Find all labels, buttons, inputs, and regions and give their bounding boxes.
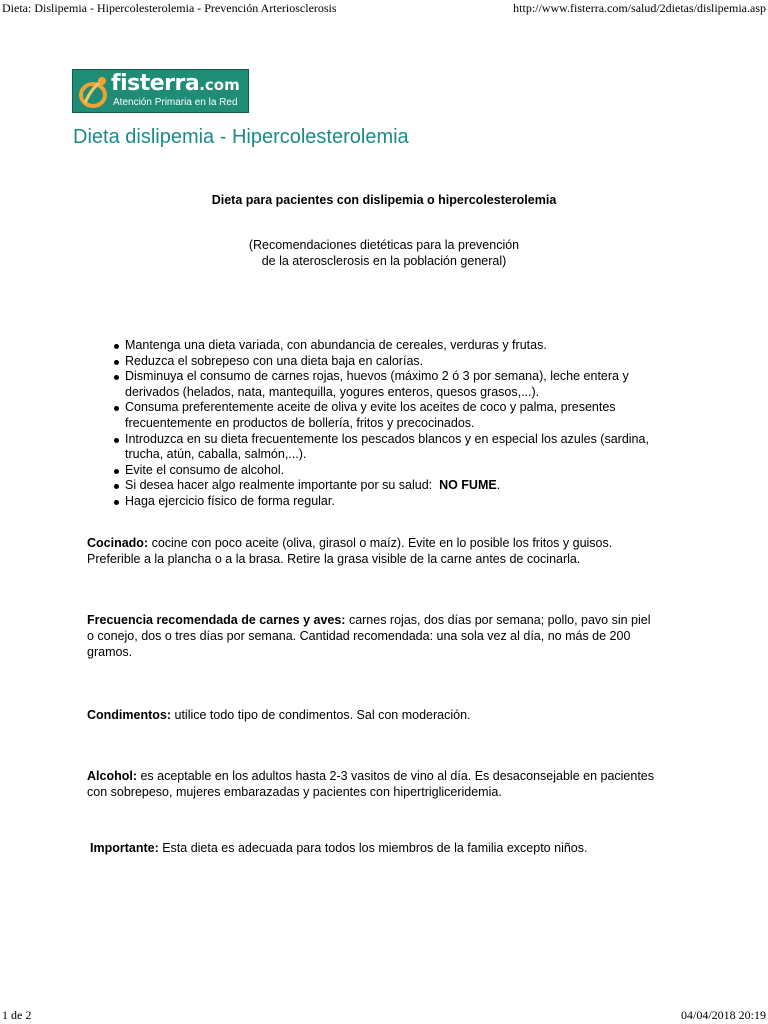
bullet-icon: [114, 375, 119, 380]
fisterra-logo[interactable]: [72, 69, 249, 113]
recommendations-note: [0, 237, 768, 269]
section-label: Alcohol:: [87, 769, 137, 783]
list-item: Si desea hacer algo realmente importante por su salud: NO FUME.: [125, 478, 685, 494]
list-item: Evite el consumo de alcohol.: [125, 463, 685, 479]
print-header-url: http://www.fisterra.com/salud/2dietas/dislipemia.asp: [513, 1, 766, 15]
section-importante: Importante: Esta dieta es adecuada para todos los miembros de la familia excepto niños.: [90, 841, 588, 855]
section-label: Condimentos:: [87, 708, 172, 722]
bullet-icon: [114, 484, 119, 489]
note-line: (Recomendaciones dietéticas para la prevención: [248, 238, 520, 252]
bullet-icon: [114, 406, 119, 411]
list-item: Consuma preferentemente aceite de oliva y evite los aceites de coco y palma, presentes frecuentemente en productos de bollería, fritos y precocinados.: [125, 400, 685, 431]
fisterra-logo-icon: [76, 73, 110, 111]
page-subtitle: Dieta para pacientes con dislipemia o hipercolesterolemia: [211, 193, 557, 207]
print-header-title: Dieta: Dislipemia - Hipercolesterolemia - Prevención Arteriosclerosis: [2, 1, 337, 15]
print-datetime: 04/04/2018 20:19: [680, 1008, 766, 1022]
section-cocinado: Cocinado: cocine con poco aceite (oliva, girasol o maíz). Evite en lo posible los fritos y guisos. Preferible a la plancha o a la brasa. Retire la grasa visible de la carne antes de cocinarla.: [87, 536, 613, 566]
section-label: Importante:: [90, 841, 159, 855]
no-fume-emphasis: NO FUME: [439, 478, 497, 493]
print-footer: [0, 1008, 768, 1024]
section-frecuencia: Frecuencia recomendada de carnes y aves: carnes rojas, dos días por semana; pollo, pavo sin piel o conejo, dos o tres días por semana. Cantidad recomendada: una sola vez al día, no más de 200 gramos.: [87, 613, 651, 659]
note-line: de la aterosclerosis en la población general): [261, 254, 507, 268]
print-header: [0, 1, 768, 17]
section-condimentos: Condimentos: utilice todo tipo de condimentos. Sal con moderación.: [87, 708, 471, 722]
bullet-icon: [114, 500, 119, 505]
logo-brand: fisterra.com: [111, 71, 240, 96]
bullet-icon: [114, 360, 119, 365]
page-number: 1 de 2: [2, 1008, 32, 1022]
page-title: Dieta dislipemia - Hipercolesterolemia: [73, 126, 409, 148]
logo-tagline: Atención Primaria en la Red: [113, 97, 238, 108]
bullet-icon: [114, 344, 119, 349]
section-label: Cocinado:: [87, 536, 149, 550]
bullet-icon: [114, 469, 119, 474]
list-item: Haga ejercicio físico de forma regular.: [125, 494, 685, 510]
bullet-icon: [114, 438, 119, 443]
list-item: Disminuya el consumo de carnes rojas, huevos (máximo 2 ó 3 por semana), leche entera y derivados (helados, nata, mantequilla, yogures enteros, quesos grasos,...).: [125, 369, 685, 400]
list-item: Mantenga una dieta variada, con abundancia de cereales, verduras y frutas.: [125, 338, 685, 354]
list-item: Introduzca en su dieta frecuentemente los pescados blancos y en especial los azules (sardina, trucha, atún, caballa, salmón,...).: [125, 432, 685, 463]
section-alcohol: Alcohol: es aceptable en los adultos hasta 2-3 vasitos de vino al día. Es desaconsejable en pacientes con sobrepeso, mujeres embarazadas y pacientes con hipertrigliceridemia.: [87, 769, 655, 799]
recommendations-list: [125, 338, 685, 510]
section-label: Frecuencia recomendada de carnes y aves:: [87, 613, 346, 627]
list-item: Reduzca el sobrepeso con una dieta baja en calorías.: [125, 354, 685, 370]
